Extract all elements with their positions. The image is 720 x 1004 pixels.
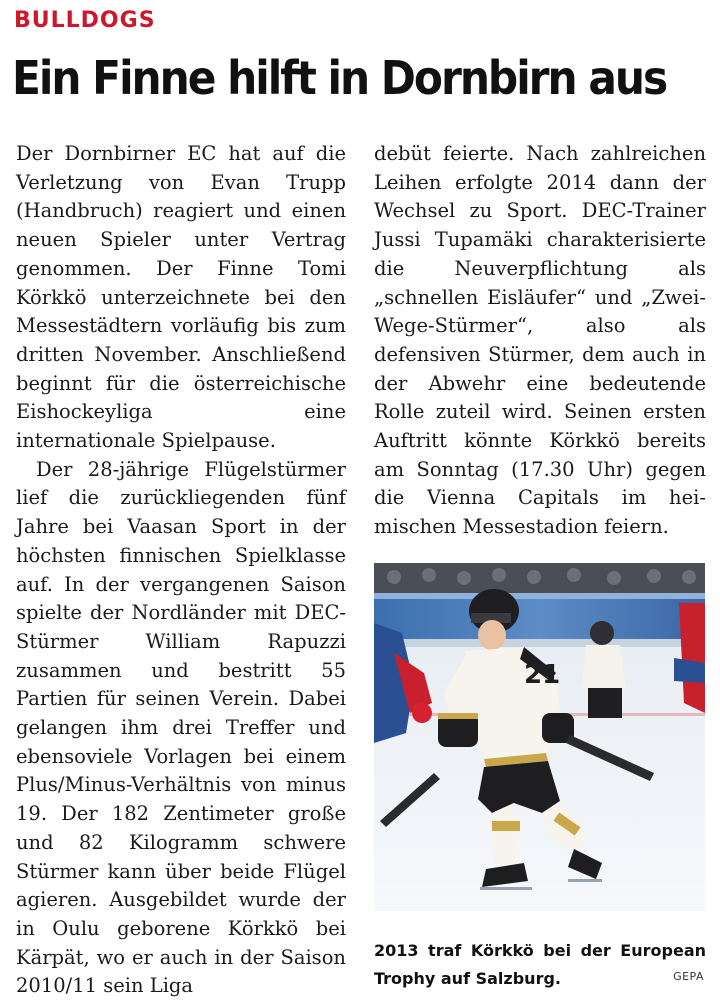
jersey-number: 21 <box>524 660 561 690</box>
headline: Ein Finne hilft in Dornbirn aus <box>12 51 667 105</box>
photo-credit: GEPA <box>673 970 704 983</box>
column-right <box>374 140 706 542</box>
paragraph-3: debüt feierte. Nach zahlreichen Leihen erfolgte 2014 dann der Wechsel zu Sport. DEC-Trainer Jussi Tupamäki charakterisierte die Neuverpflichtung als „schnellen Eisläufer“ und „Zwei-Wege-Stürmer“, also als defensiven Stürmer, dem auch in der Abwehr eine bedeutende Rolle zuteil wird. Seinen ersten Auftritt könnte Körkkö bereits am Sonntag (17.30 Uhr) gegen die Vienna Capitals im heimischen Messestadion feiern. <box>374 142 706 539</box>
section-kicker: BULLDOGS <box>14 8 156 33</box>
photo-caption: 2013 traf Körkkö bei der European Trophy auf Salzburg. <box>374 941 706 988</box>
paragraph-1: Der Dornbirner EC hat auf die Verletzung von Evan Trupp (Handbruch) reagiert und einen neuen Spieler unter Vertrag genommen. Der Finne Tomi Körkkö unterzeichnete bei den Messestädtern vorläufig bis zum dritten November. Anschließend beginnt für die österreichische Eishockeyliga eine internationale Spielpause. <box>16 142 346 453</box>
hockey-photo <box>374 563 705 911</box>
column-left <box>16 140 346 1001</box>
paragraph-2: Der 28-jährige Flügelstürmer lief die zurückliegenden fünf Jahre bei Vaasan Sport in der höchsten finnischen Spielklasse auf. In der vergangenen Saison spielte der Nordländer mit DEC-Stürmer William Rapuzzi zusammen und bestritt 55 Partien für seinen Verein. Dabei gelangen ihm drei Treffer und ebensoviele Vorlagen bei einem Plus/Minus-Verhältnis von minus 19. Der 182 Zentimeter große und 82 Kilogramm schwere Stürmer kann über beide Flügel agieren. Ausgebildet wurde der in Oulu geborene Körkkö bei Kärpät, wo er auch in der Saison 2010/11 sein Liga <box>16 457 346 998</box>
